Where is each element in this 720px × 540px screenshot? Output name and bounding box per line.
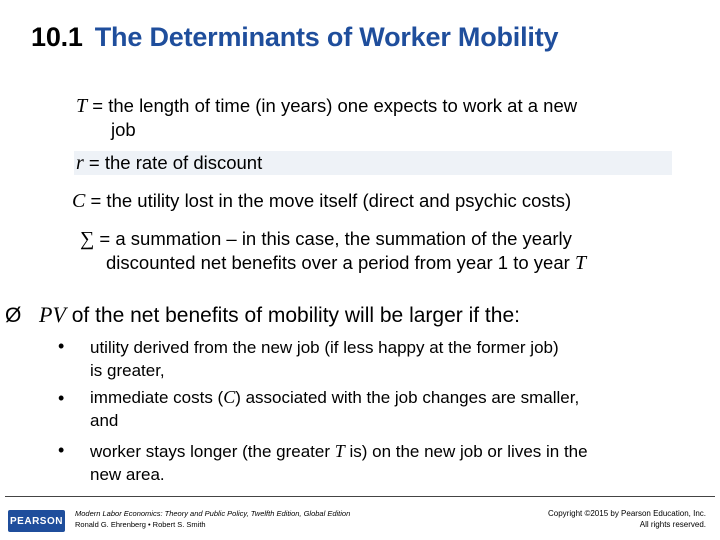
pearson-logo [8,510,65,532]
definition-t-text: = the length of time (in years) one expects to work at a new [87,95,578,116]
arrow-bullet-icon: Ø [5,304,22,327]
bullet-1 [90,337,690,382]
bullet-3 [90,440,690,486]
bullet-3-post: is) on the new job or lives in the [344,442,588,461]
bullet-dot-icon: • [58,336,65,356]
book-authors: Ronald G. Ehrenberg • Robert S. Smith [75,519,206,529]
definition-sum [80,227,586,275]
pv-symbol: PV [39,302,66,327]
definition-r [74,151,672,175]
symbol-r: r [76,152,84,174]
definition-r-text: = the rate of discount [83,152,263,173]
copyright-notice [548,509,706,530]
bullet-2-post: ) associated with the job changes are smaller, [235,388,580,407]
publisher-name: PEARSON [10,515,63,527]
symbol-c: C [72,190,86,212]
definition-c-text: = the utility lost in the move itself (direct and psychic costs) [85,190,572,211]
footer-divider [5,496,715,497]
sum-icon: ∑ [80,228,95,250]
slide-title-text: The Determinants of Worker Mobility [94,22,559,52]
main-point [5,302,520,328]
symbol-t: T [76,95,88,117]
bullet-3-line-2: new area. [90,464,165,484]
definition-sum-text-2: discounted net benefits over a period from year 1 to year [106,252,575,273]
book-citation [75,509,350,530]
bullet-3-pre: worker stays longer (the greater [90,442,335,461]
symbol-t-inline: T [574,252,587,274]
bullet-2-line-2: and [90,410,119,430]
bullet-dot-icon: • [58,388,65,408]
definition-t-text-2: job [111,119,136,140]
book-title: Modern Labor Economics: Theory and Public Policy, Twelfth Edition, Global Edition [75,509,351,518]
symbol-t-inline: T [334,441,345,461]
definition-c [72,189,571,213]
bullet-dot-icon: • [58,440,65,460]
bullet-2-pre: immediate costs ( [90,388,224,407]
copyright-text: Copyright ©2015 by Pearson Education, Inc. [548,509,706,518]
slide-number: 10.1 [31,22,83,52]
rights-text: All rights reserved. [639,519,706,529]
definition-t [76,94,577,142]
bullet-1-line-1: utility derived from the new job (if less happy at the former job) [90,338,559,357]
bullet-1-line-2: is greater, [90,360,165,380]
bullet-2 [90,386,690,432]
main-point-text: of the net benefits of mobility will be larger if the: [65,304,520,327]
symbol-c-inline: C [223,387,236,407]
slide-title [31,22,558,53]
definition-sum-text: = a summation – in this case, the summation of the yearly [94,228,572,249]
